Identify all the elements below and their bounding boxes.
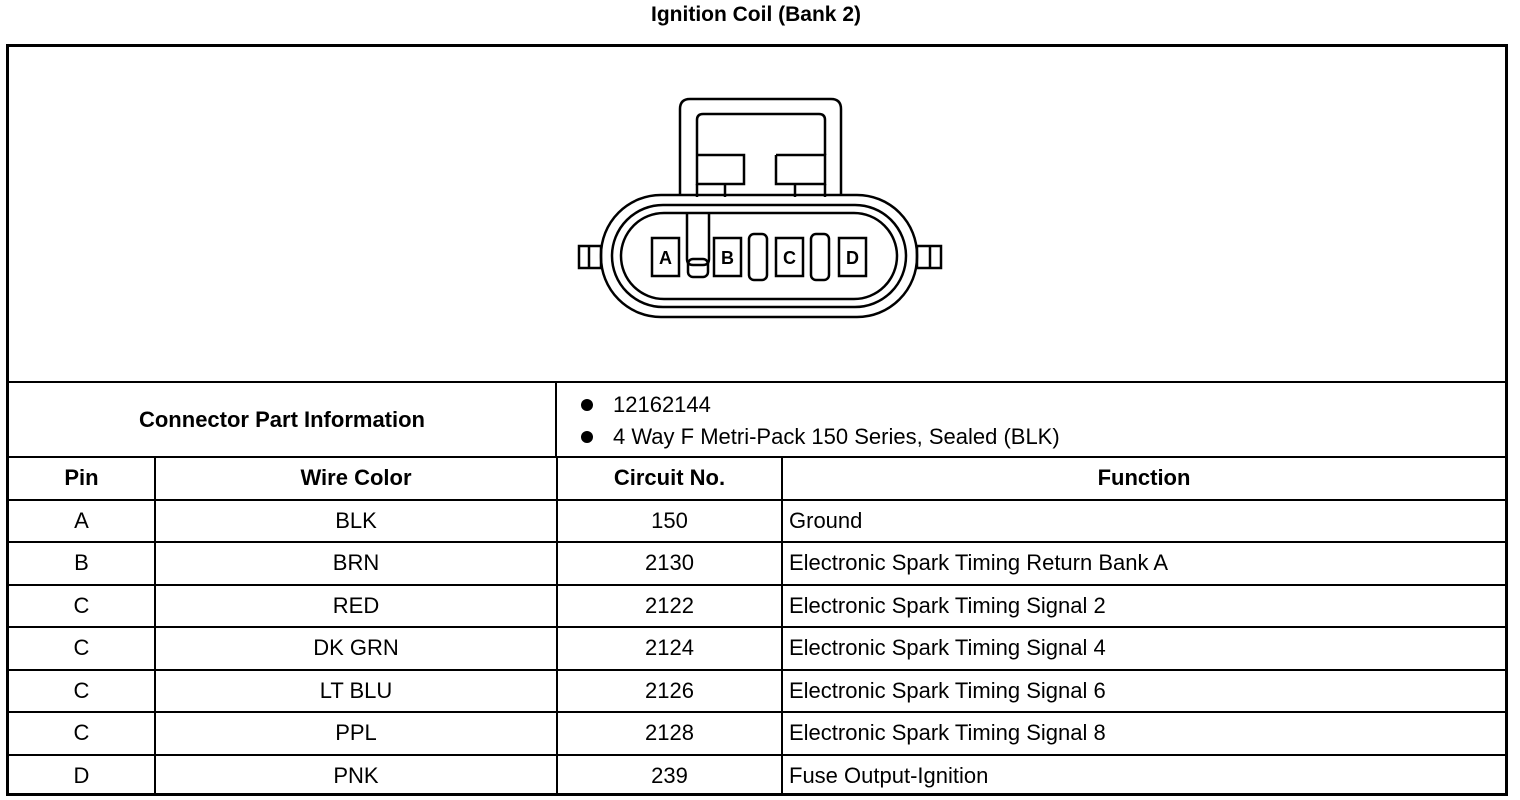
cell-circuit: 239	[557, 755, 782, 797]
pin-label-a: A	[659, 248, 672, 268]
table-row	[9, 627, 1505, 670]
cell-wire-color: LT BLU	[155, 670, 557, 713]
page-title: Ignition Coil (Bank 2)	[651, 3, 861, 26]
cell-circuit: 2124	[557, 627, 782, 670]
latch-left-block	[697, 155, 744, 184]
table-row	[9, 500, 1505, 543]
table-header-row	[9, 458, 1505, 500]
cell-wire-color: BLK	[155, 500, 557, 543]
pin-label-d: D	[846, 248, 859, 268]
cell-function: Ground	[782, 500, 1505, 543]
list-item	[557, 421, 1060, 453]
header-wire-color: Wire Color	[155, 458, 557, 500]
cell-circuit: 2122	[557, 585, 782, 628]
cell-wire-color: PPL	[155, 712, 557, 755]
connector-body-middle	[612, 205, 906, 307]
table-row	[9, 755, 1505, 797]
table-row	[9, 585, 1505, 628]
key-slot	[687, 214, 709, 265]
cell-wire-color: DK GRN	[155, 627, 557, 670]
table-row	[9, 542, 1505, 585]
cell-pin: B	[9, 542, 155, 585]
pinout-table	[9, 458, 1505, 796]
cell-pin: D	[9, 755, 155, 797]
cell-pin: A	[9, 500, 155, 543]
header-function: Function	[782, 458, 1505, 500]
cell-wire-color: BRN	[155, 542, 557, 585]
connector-description: 4 Way F Metri-Pack 150 Series, Sealed (BLK)	[613, 424, 1060, 449]
key-bump	[688, 259, 708, 277]
header-circuit: Circuit No.	[557, 458, 782, 500]
cell-circuit: 2130	[557, 542, 782, 585]
connector-drawing	[9, 47, 1505, 381]
table-row	[9, 670, 1505, 713]
cell-wire-color: RED	[155, 585, 557, 628]
cavity-divider	[749, 234, 767, 280]
cell-circuit: 2128	[557, 712, 782, 755]
part-number: 12162144	[613, 392, 711, 417]
cell-pin: C	[9, 712, 155, 755]
cavity-divider	[811, 234, 829, 280]
cell-circuit: 2126	[557, 670, 782, 713]
table-row	[9, 712, 1505, 755]
cell-pin: C	[9, 670, 155, 713]
pin-label-c: C	[783, 248, 796, 268]
connector-sheet	[6, 44, 1508, 796]
bullet-icon	[581, 399, 593, 411]
connector-diagram	[9, 47, 1505, 383]
cell-wire-color: PNK	[155, 755, 557, 797]
cell-pin: C	[9, 585, 155, 628]
header-pin: Pin	[9, 458, 155, 500]
pin-label-b: B	[721, 248, 734, 268]
connector-info-list	[557, 389, 1060, 453]
cell-pin: C	[9, 627, 155, 670]
cell-circuit: 150	[557, 500, 782, 543]
cell-function: Electronic Spark Timing Return Bank A	[782, 542, 1505, 585]
latch-inner	[697, 114, 825, 155]
cell-function: Electronic Spark Timing Signal 8	[782, 712, 1505, 755]
connector-info-label: Connector Part Information	[9, 383, 557, 456]
latch-right-block	[776, 155, 825, 184]
connector-part-info	[9, 383, 1505, 458]
cell-function: Electronic Spark Timing Signal 6	[782, 670, 1505, 713]
cell-function: Electronic Spark Timing Signal 4	[782, 627, 1505, 670]
cell-function: Electronic Spark Timing Signal 2	[782, 585, 1505, 628]
list-item	[557, 389, 1060, 421]
bullet-icon	[581, 431, 593, 443]
cell-function: Fuse Output-Ignition	[789, 762, 989, 788]
